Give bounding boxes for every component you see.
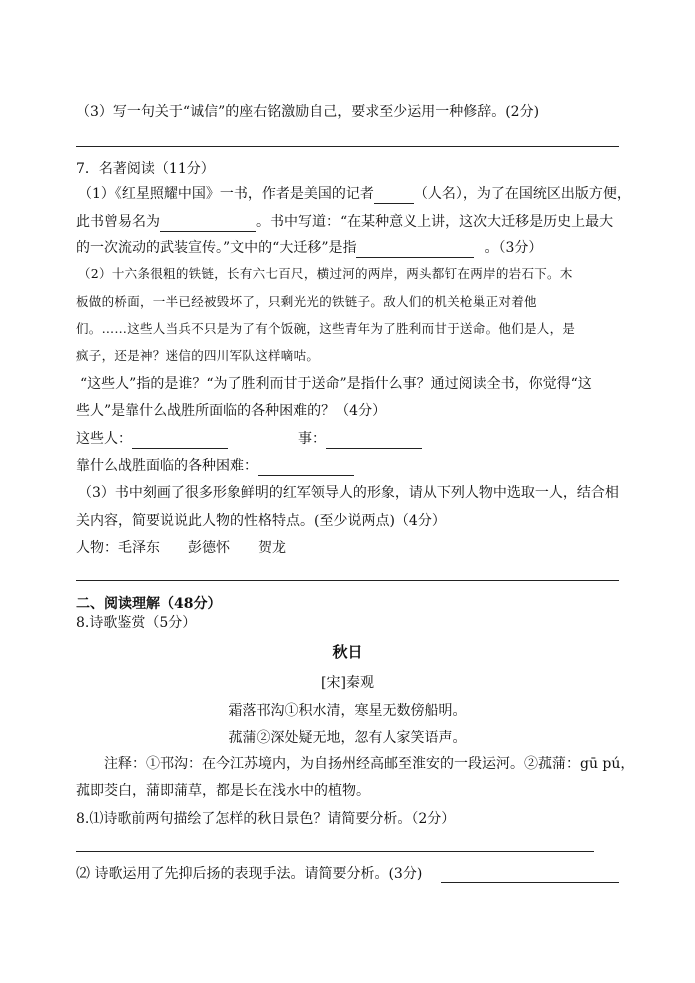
answer-line[interactable] bbox=[76, 580, 619, 581]
how-answer-row bbox=[76, 456, 354, 476]
question-8-title: 8.诗歌鉴赏（5分） bbox=[76, 615, 197, 631]
how-blank[interactable] bbox=[258, 459, 354, 476]
text: （1）《红星照耀中国》一书，作者是美国的记者 bbox=[78, 186, 374, 202]
poem-line: 霜落邗沟①积水清，寒星无数傍船明。 bbox=[228, 703, 467, 719]
migration-blank[interactable] bbox=[356, 241, 474, 258]
text: 此书曾易名为 bbox=[76, 214, 160, 230]
passage-line: （2）十六条很粗的铁链，长有六七百尺，横过河的两岸，两头都钉在两岸的岩石下。木 bbox=[78, 266, 573, 281]
poem-line: 菰蒲②深处疑无地，忽有人家笑语声。 bbox=[228, 730, 467, 746]
answer-line[interactable] bbox=[76, 146, 619, 147]
question-7-1-line3 bbox=[76, 238, 542, 258]
poem-note-line1: 注释：①邗沟：在今江苏境内，为自扬州经高邮至淮安的一段运河。②菰蒲：gū pú， bbox=[104, 756, 635, 772]
how-label: 靠什么战胜面临的各种困难： bbox=[76, 458, 258, 474]
question-7-2-line1: “这些人”指的是谁？“为了胜利而甘于送命”是指什么事？通过阅读全书，你觉得“这 bbox=[80, 376, 592, 392]
question-7-1-line1 bbox=[78, 184, 631, 204]
author-blank[interactable] bbox=[374, 187, 414, 204]
text: 的一次流动的武装宣传。”文中的“大迁移”是指 bbox=[76, 240, 357, 256]
question-6-3: （3）写一句关于“诚信”的座右铭激励自己，要求至少运用一种修辞。(2分) bbox=[76, 104, 540, 120]
event-label: 事： bbox=[298, 431, 326, 447]
person-option: 彭德怀 bbox=[188, 540, 230, 556]
event-blank[interactable] bbox=[326, 432, 422, 449]
passage-line: 板做的桥面，一半已经被毁坏了，只剩光光的铁链子。敌人们的机关枪巢正对着他 bbox=[76, 294, 537, 309]
poem-note-line2: 菰即茭白，蒲即蒲草，都是长在浅水中的植物。 bbox=[76, 783, 370, 799]
text: ⑵ 诗歌运用了先抑后扬的表现手法。请简要分析。(3分) bbox=[76, 866, 423, 882]
passage-line: 们。……这些人当兵不只是为了有个饭碗，这些青年为了胜利而甘于送命。他们是人，是 bbox=[76, 321, 576, 336]
people-row bbox=[76, 538, 286, 558]
poem-author: [宋]秦观 bbox=[321, 675, 374, 691]
person-option: 贺龙 bbox=[258, 540, 286, 556]
answer-line[interactable] bbox=[441, 882, 619, 883]
people-label: 人物： bbox=[76, 540, 118, 556]
event-answer-row bbox=[298, 429, 422, 449]
section-2-title: 二、阅读理解（48分） bbox=[76, 596, 222, 612]
question-7-2-line2: 些人”是靠什么战胜所面临的各种困难的？（4分） bbox=[76, 403, 387, 419]
passage-line: 疯子，还是神？迷信的四川军队这样嘀咕。 bbox=[76, 348, 320, 363]
text: （人名），为了在国统区出版方便， bbox=[413, 186, 631, 202]
person-option: 毛泽东 bbox=[118, 540, 160, 556]
question-7-3-line2: 关内容，简要说说此人物的性格特点。(至少说两点)（4分） bbox=[76, 513, 446, 529]
answer-line[interactable] bbox=[76, 851, 594, 852]
who-answer-row bbox=[76, 429, 228, 449]
question-7-title: 7．名著阅读（11分） bbox=[76, 161, 215, 177]
question-7-1-line2 bbox=[76, 212, 613, 232]
alias-blank[interactable] bbox=[160, 215, 256, 232]
who-blank[interactable] bbox=[132, 432, 228, 449]
text: 。书中写道：“在某种意义上讲，这次大迁移是历史上最大 bbox=[256, 214, 614, 230]
question-8-1: 8.⑴诗歌前两句描绘了怎样的秋日景色？请简要分析。（2分） bbox=[76, 811, 456, 827]
question-7-3-line1: （3）书中刻画了很多形象鲜明的红军领导人的形象，请从下列人物中选取一人，结合相 bbox=[78, 485, 619, 501]
question-8-2 bbox=[76, 864, 422, 884]
poem-title: 秋日 bbox=[332, 643, 363, 661]
text: 。（3分） bbox=[484, 240, 543, 256]
who-label: 这些人： bbox=[76, 431, 132, 447]
